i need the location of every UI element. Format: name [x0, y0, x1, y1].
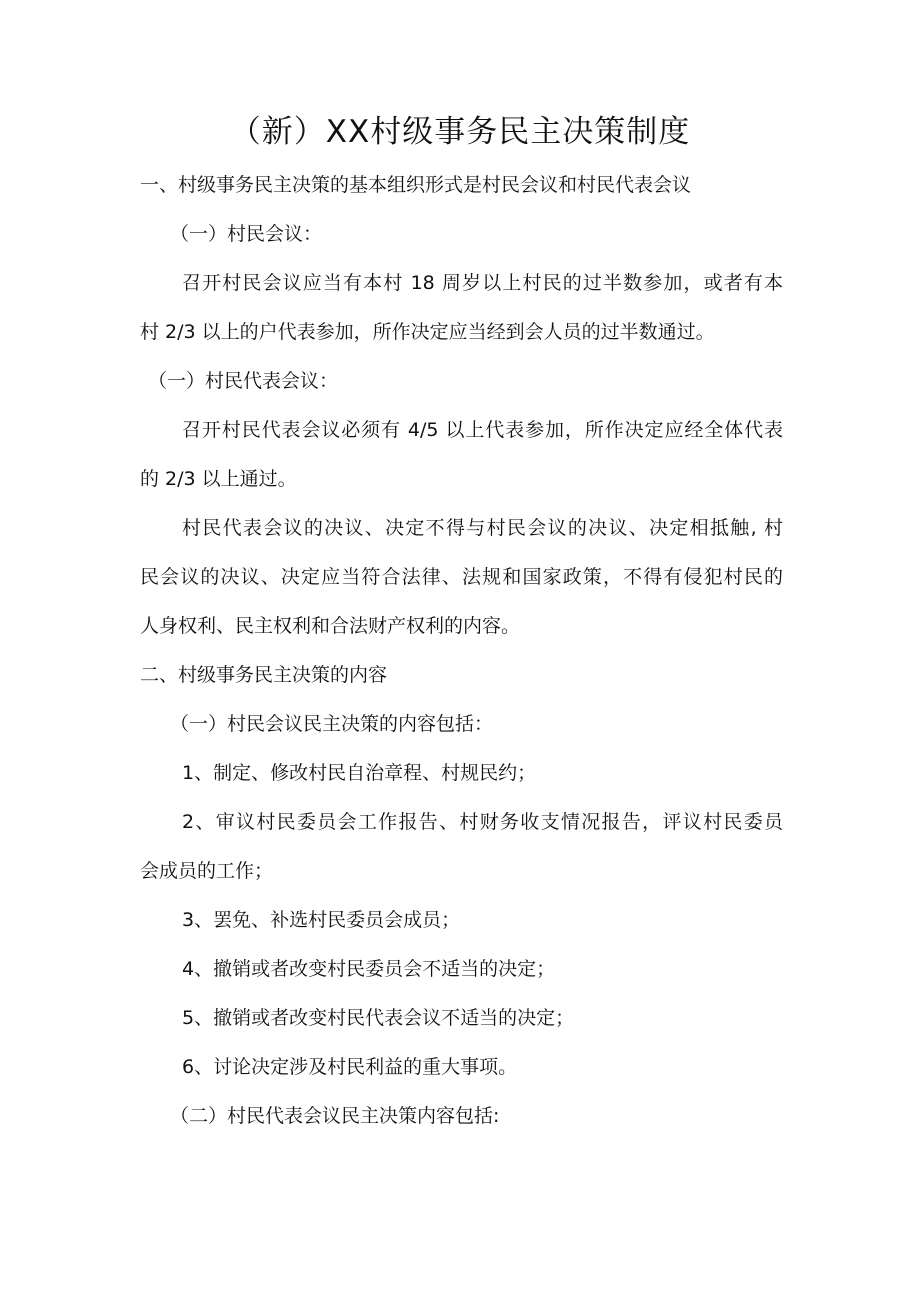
section1-sub1-para-line-2: 村 2/3 以上的户代表参加，所作决定应当经到会人员的过半数通过。: [140, 321, 715, 343]
section1-sub1-heading: （一）村民会议：: [170, 223, 323, 245]
section2-item-5: 5、撤销或者改变村民代表会议不适当的决定；: [182, 1007, 575, 1029]
section2-heading: 二、村级事务民主决策的内容: [140, 664, 388, 686]
section2-sub2-heading: （二）村民代表会议民主决策内容包括:: [170, 1105, 500, 1127]
section1-heading: 一、村级事务民主决策的基本组织形式是村民会议和村民代表会议: [140, 174, 692, 196]
section2-item-2-line-2: 会成员的工作；: [140, 860, 274, 882]
section1-para3-line-3: 人身权利、民主权利和合法财产权利的内容。: [140, 615, 521, 637]
section1-para3-line-1: 村民代表会议的决议、决定不得与村民会议的决议、决定相抵触, 村: [182, 517, 783, 539]
section1-sub2-heading: （一）村民代表会议：: [148, 370, 339, 392]
section2-item-4: 4、撤销或者改变村民委员会不适当的决定；: [182, 958, 556, 980]
section2-item-6: 6、讨论决定涉及村民利益的重大事项。: [182, 1056, 518, 1078]
section2-item-3: 3、罢免、补选村民委员会成员；: [182, 909, 461, 931]
section1-sub2-para-line-1: 召开村民代表会议必须有 4/5 以上代表参加，所作决定应经全体代表: [182, 419, 783, 441]
section2-sub1-heading: （一）村民会议民主决策的内容包括：: [170, 713, 494, 735]
section2-item-1: 1、制定、修改村民自治章程、村规民约；: [182, 762, 537, 784]
section1-sub2-para-line-2: 的 2/3 以上通过。: [140, 468, 297, 490]
section1-sub1-para-line-1: 召开村民会议应当有本村 18 周岁以上村民的过半数参加，或者有本: [182, 272, 783, 294]
section2-item-2-line-1: 2、审议村民委员会工作报告、村财务收支情况报告，评议村民委员: [182, 811, 783, 833]
section1-para3-line-2: 民会议的决议、决定应当符合法律、法规和国家政策，不得有侵犯村民的: [140, 566, 783, 588]
document-title: （新）XX村级事务民主决策制度: [229, 114, 691, 150]
